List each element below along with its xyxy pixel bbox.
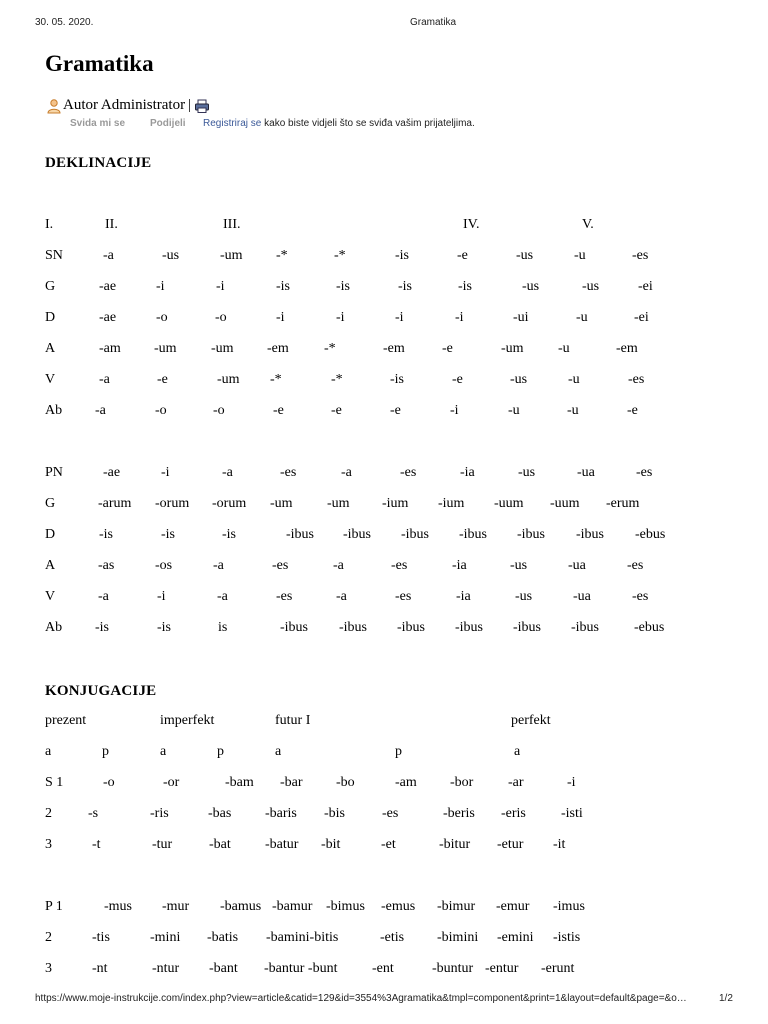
table-cell: -ibus <box>339 620 367 635</box>
table-cell: -a <box>213 558 224 573</box>
table-cell: -o <box>155 403 167 418</box>
print-header-date: 30. 05. 2020. <box>35 17 94 28</box>
table-cell: -a <box>99 372 110 387</box>
table-cell: -batur <box>265 837 299 852</box>
table-cell: -ar <box>508 775 524 790</box>
row-label: S 1 <box>45 775 64 790</box>
table-cell: -bat <box>209 837 231 852</box>
table-cell: -em <box>383 341 405 356</box>
table-cell: -bitur <box>439 837 471 852</box>
table-cell: -e <box>452 372 463 387</box>
table-cell: -us <box>518 465 536 480</box>
table-cell: -ae <box>99 310 117 325</box>
table-cell: -is <box>458 279 472 294</box>
table-cell: -* <box>331 372 343 387</box>
table-cell: -a <box>341 465 352 480</box>
table-cell: -is <box>99 527 113 542</box>
table-cell: -is <box>95 620 109 635</box>
table-cell: -e <box>273 403 284 418</box>
table-cell: -tur <box>152 837 173 852</box>
table-cell: -emus <box>381 899 416 914</box>
table-cell: p <box>102 744 109 759</box>
table-cell: futur I <box>275 713 311 728</box>
table-cell: -etur <box>497 837 524 852</box>
article-title: Gramatika <box>45 51 154 76</box>
table-cell: -bo <box>336 775 355 790</box>
row-label: A <box>45 558 56 573</box>
table-cell: -ia <box>452 558 467 573</box>
table-cell: -uum <box>494 496 524 511</box>
table-cell: -us <box>510 558 528 573</box>
print-footer-page: 1/2 <box>719 993 733 1004</box>
table-cell: -es <box>272 558 289 573</box>
table-cell: -ei <box>634 310 649 325</box>
author-line <box>46 97 211 114</box>
table-cell: -orum <box>155 496 190 511</box>
table-cell: -ibus <box>343 527 371 542</box>
table-cell: IV. <box>463 217 480 232</box>
row-label: 3 <box>45 961 52 976</box>
table-cell: -or <box>163 775 180 790</box>
table-cell: -ei <box>638 279 653 294</box>
table-cell: -e <box>390 403 401 418</box>
table-cell: -i <box>216 279 225 294</box>
table-cell: -bamur <box>272 899 313 914</box>
table-cell: -e <box>627 403 638 418</box>
table-cell: -ebus <box>634 620 665 635</box>
table-cell: -ia <box>460 465 475 480</box>
table-cell: -u <box>568 372 580 387</box>
register-text: kako biste vidjeli što se sviđa vašim prijateljima. <box>261 118 475 129</box>
table-cell: -emur <box>496 899 530 914</box>
table-cell: -ebus <box>635 527 666 542</box>
table-cell: prezent <box>45 713 87 728</box>
table-cell: -es <box>628 372 645 387</box>
table-cell: is <box>218 620 228 635</box>
table-cell: -beris <box>443 806 475 821</box>
table-cell: -i <box>276 310 285 325</box>
table-cell: -is <box>157 620 171 635</box>
table-cell: -is <box>395 248 409 263</box>
table-cell: -o <box>103 775 115 790</box>
row-label: V <box>45 372 56 387</box>
print-icon[interactable] <box>194 98 210 114</box>
table-cell: -um <box>211 341 234 356</box>
table-cell: -es <box>395 589 412 604</box>
table-cell: -os <box>155 558 173 573</box>
table-cell: -nt <box>92 961 108 976</box>
table-cell: -ua <box>568 558 586 573</box>
table-cell: -es <box>400 465 417 480</box>
table-cell: -us <box>515 589 533 604</box>
table-cell: a <box>275 744 282 759</box>
table-cell: -um <box>220 248 243 263</box>
table-cell: p <box>217 744 224 759</box>
table-cell: p <box>395 744 402 759</box>
table-cell: -imus <box>553 899 585 914</box>
table-cell: -* <box>334 248 346 263</box>
table-cell: -is <box>161 527 175 542</box>
table-cell: -i <box>450 403 459 418</box>
table-cell: -erum <box>606 496 640 511</box>
row-label: D <box>45 310 56 325</box>
table-cell: -i <box>567 775 576 790</box>
table-cell: -bamus <box>220 899 262 914</box>
table-cell: -us <box>516 248 534 263</box>
print-header-title: Gramatika <box>410 17 457 28</box>
table-cell: -bant <box>209 961 238 976</box>
table-cell: III. <box>223 217 241 232</box>
table-cell: -um <box>501 341 524 356</box>
table-cell: -isti <box>561 806 583 821</box>
table-cell: -a <box>103 248 114 263</box>
row-label: 2 <box>45 930 52 945</box>
table-cell: -it <box>553 837 566 852</box>
conjugation-heading: KONJUGACIJE <box>45 683 157 699</box>
table-cell: -ibus <box>401 527 429 542</box>
table-cell: -es <box>391 558 408 573</box>
table-cell: -us <box>582 279 600 294</box>
table-cell: -batis <box>207 930 239 945</box>
row-label: P 1 <box>45 899 63 914</box>
table-cell: -o <box>215 310 227 325</box>
table-cell: -s <box>88 806 99 821</box>
row-label: G <box>45 496 56 511</box>
table-cell: -u <box>508 403 520 418</box>
table-cell: -buntur <box>432 961 474 976</box>
table-cell: -mus <box>104 899 132 914</box>
table-cell: -et <box>381 837 396 852</box>
table-cell: -bar <box>280 775 303 790</box>
table-cell: -* <box>276 248 288 263</box>
table-cell: -bimur <box>437 899 476 914</box>
row-label: 3 <box>45 837 52 852</box>
table-cell: perfekt <box>511 713 551 728</box>
like-button[interactable]: Svida mi se <box>70 118 126 129</box>
print-footer-url: https://www.moje-instrukcije.com/index.php?view=article&catid=129&id=3554%3Agramatika&tmpl=component&print=1&layout=default&page=&o… <box>35 993 687 1004</box>
table-cell: I. <box>45 217 54 232</box>
table-cell: -ris <box>150 806 169 821</box>
declension-heading: DEKLINACIJE <box>45 155 152 171</box>
author-separator: | <box>188 97 192 113</box>
table-cell: -u <box>574 248 586 263</box>
table-cell: -ibus <box>286 527 314 542</box>
row-label: PN <box>45 465 63 480</box>
row-label: Ab <box>45 620 63 635</box>
table-cell: -ibus <box>455 620 483 635</box>
table-cell: -a <box>333 558 344 573</box>
table-cell: -orum <box>212 496 247 511</box>
table-cell: -o <box>213 403 225 418</box>
table-cell: -um <box>327 496 350 511</box>
row-label: G <box>45 279 56 294</box>
table-cell: -ua <box>577 465 595 480</box>
table-cell: -baris <box>265 806 297 821</box>
table-cell: -istis <box>553 930 581 945</box>
table-cell: -is <box>390 372 404 387</box>
table-cell: -is <box>276 279 290 294</box>
table-cell: -ibus <box>280 620 308 635</box>
table-cell: -a <box>98 589 109 604</box>
table-cell: -erunt <box>541 961 575 976</box>
table-cell: -us <box>522 279 540 294</box>
row-label: D <box>45 527 56 542</box>
table-cell: -ibus <box>513 620 541 635</box>
table-cell: -us <box>162 248 180 263</box>
table-cell: -e <box>457 248 468 263</box>
table-cell: -a <box>217 589 228 604</box>
row-label: 2 <box>45 806 52 821</box>
table-cell: -es <box>627 558 644 573</box>
row-label: Ab <box>45 403 63 418</box>
table-cell: -i <box>455 310 464 325</box>
table-cell: -i <box>156 279 165 294</box>
table-cell: -etis <box>380 930 405 945</box>
table-cell: -a <box>95 403 106 418</box>
share-button[interactable]: Podijeli <box>150 118 186 129</box>
user-icon <box>46 98 62 114</box>
register-note <box>203 118 475 129</box>
table-cell: -i <box>157 589 166 604</box>
table-cell: -um <box>217 372 240 387</box>
table-cell: -am <box>99 341 121 356</box>
table-cell: -ae <box>103 465 121 480</box>
table-cell: -em <box>267 341 289 356</box>
table-cell: -ae <box>99 279 117 294</box>
table-cell: -a <box>222 465 233 480</box>
row-label: SN <box>45 248 63 263</box>
table-cell: -es <box>382 806 399 821</box>
table-cell: -ntur <box>152 961 180 976</box>
table-cell: -es <box>636 465 653 480</box>
table-cell: V. <box>582 217 594 232</box>
table-cell: -ent <box>372 961 394 976</box>
table-cell: -bantur -bunt <box>264 961 338 976</box>
table-cell: -is <box>222 527 236 542</box>
table-cell: -ibus <box>571 620 599 635</box>
row-label: V <box>45 589 56 604</box>
table-cell: -arum <box>98 496 132 511</box>
table-cell: -i <box>395 310 404 325</box>
table-cell: -entur <box>485 961 519 976</box>
table-cell: -is <box>336 279 350 294</box>
table-cell: -u <box>558 341 570 356</box>
table-cell: -t <box>92 837 101 852</box>
table-cell: -am <box>395 775 417 790</box>
table-cell: a <box>514 744 521 759</box>
table-cell: -es <box>280 465 297 480</box>
table-cell: -e <box>442 341 453 356</box>
table-cell: -uum <box>550 496 580 511</box>
register-link[interactable]: Registriraj se <box>203 118 262 129</box>
table-cell: -u <box>567 403 579 418</box>
table-cell: -emini <box>497 930 534 945</box>
table-cell: -o <box>156 310 168 325</box>
table-cell: a <box>45 744 52 759</box>
table-cell: -ibus <box>517 527 545 542</box>
table-cell: -* <box>324 341 336 356</box>
table-cell: -em <box>616 341 638 356</box>
table-cell: -bimini <box>437 930 479 945</box>
table-cell: -bam <box>225 775 254 790</box>
table-cell: -es <box>632 589 649 604</box>
table-cell: -i <box>336 310 345 325</box>
table-cell: -as <box>98 558 115 573</box>
table-cell: -mur <box>162 899 190 914</box>
table-cell: -ui <box>513 310 529 325</box>
table-cell: -ibus <box>459 527 487 542</box>
author-label: Autor Administrator <box>63 97 186 113</box>
table-cell: -bimus <box>326 899 365 914</box>
table-cell: -es <box>632 248 649 263</box>
row-label: A <box>45 341 56 356</box>
table-cell: -bor <box>450 775 474 790</box>
table-cell: -e <box>331 403 342 418</box>
table-cell: imperfekt <box>160 713 215 728</box>
table-cell: -ium <box>438 496 465 511</box>
table-cell: -a <box>336 589 347 604</box>
table-cell: -is <box>398 279 412 294</box>
table-cell: -bit <box>321 837 341 852</box>
table-cell: -um <box>154 341 177 356</box>
table-cell: -ibus <box>397 620 425 635</box>
table-cell: -bamini-bitis <box>266 930 339 945</box>
table-cell: -ua <box>573 589 591 604</box>
table-cell: II. <box>105 217 118 232</box>
table-cell: -mini <box>150 930 181 945</box>
table-cell: -um <box>270 496 293 511</box>
table-cell: -us <box>510 372 528 387</box>
table-cell: -ia <box>456 589 471 604</box>
table-cell: -bis <box>324 806 345 821</box>
table-cell: a <box>160 744 167 759</box>
table-cell: -tis <box>92 930 110 945</box>
table-cell: -* <box>270 372 282 387</box>
table-cell: -es <box>276 589 293 604</box>
table-cell: -e <box>157 372 168 387</box>
table-cell: -i <box>161 465 170 480</box>
table-cell: -u <box>576 310 588 325</box>
table-cell: -eris <box>501 806 526 821</box>
table-cell: -ium <box>382 496 409 511</box>
table-cell: -bas <box>208 806 232 821</box>
table-cell: -ibus <box>576 527 604 542</box>
